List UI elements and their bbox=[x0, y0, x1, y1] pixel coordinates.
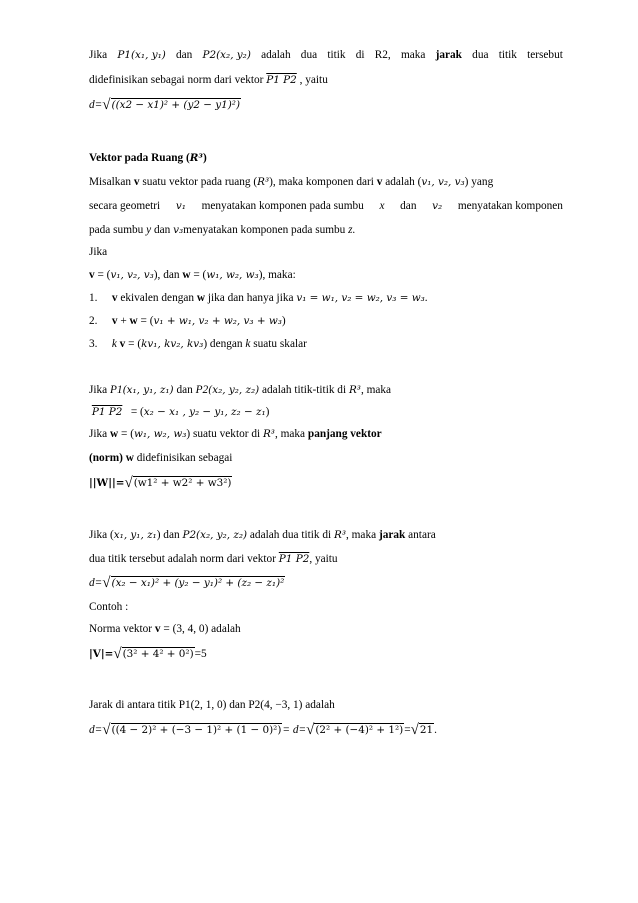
list-item: 1. v ekivalen dengan w jika dan hanya jika v₁ = w₁, v₂ = w₂, v₃ = w₃. bbox=[89, 292, 428, 304]
point-p1: P1(x₁, y₁) bbox=[117, 49, 166, 61]
points-r3-line: Jika P1(x₁, y₁, z₁) dan P2(x₂, y₂, z₂) adalah titik-titik di R³, maka bbox=[89, 384, 392, 396]
sqrt-icon: √ bbox=[102, 575, 111, 591]
vw-definition: v = (v₁, v₂, v₃), dan w = (w₁, w₂, w₃), maka: bbox=[89, 269, 296, 281]
term-jarak: jarak bbox=[435, 49, 462, 61]
r2-definition-line-2: didefinisikan sebagai norm dari vektor P1 P2 , yaitu bbox=[89, 74, 328, 86]
norma-example-line: Norma vektor v = (3, 4, 0) adalah bbox=[89, 623, 241, 635]
norm-formula: ||W||=√(w1² + w2² + w3²) bbox=[89, 475, 232, 491]
r2-distance-formula: d=√((x2 − x1)² + (y2 − y1)²) bbox=[89, 97, 241, 113]
jika-line: Jika bbox=[89, 246, 108, 258]
sqrt-icon: √ bbox=[410, 722, 419, 738]
sqrt-icon: √ bbox=[102, 722, 111, 738]
point-p2: P2(x₂, y₂) bbox=[202, 49, 251, 61]
intro-line-2: secara geometri v₁ menyatakan komponen pada sumbu x dan v₂ menyatakan komponen bbox=[89, 200, 563, 212]
norma-example-formula: |V|=√(3² + 4² + 0²)=5 bbox=[89, 646, 207, 662]
contoh-label: Contoh : bbox=[89, 601, 129, 613]
sqrt-icon: √ bbox=[124, 475, 133, 491]
jarak-r3-line-2: dua titik tersebut adalah norm dari vektor P1 P2, yaitu bbox=[89, 553, 338, 565]
vector-p1p2: P1 P2 bbox=[266, 74, 297, 86]
list-item: 3. k v = (kv₁, kv₂, kv₃) dengan k suatu skalar bbox=[89, 338, 307, 350]
vector-p1p2: P1 P2 bbox=[278, 553, 310, 565]
intro-line-1: Misalkan v suatu vektor pada ruang (R³), maka komponen dari v adalah (v₁, v₂, v₃) yang bbox=[89, 176, 494, 188]
vector-p1p2: P1 P2 bbox=[91, 406, 123, 418]
jarak-r3-formula: d=√(x₂ − x₁)² + (y₂ − y₁)² + (z₂ − z₁)² bbox=[89, 575, 285, 591]
jarak-r3-line-1: Jika (x₁, y₁, z₁) dan P2(x₂, y₂, z₂) adalah dua titik di R³, maka jarak antara bbox=[89, 529, 436, 541]
jarak-example-line: Jarak di antara titik P1(2, 1, 0) dan P2(4, −3, 1) adalah bbox=[89, 699, 335, 711]
r2-definition-line-1: Jika P1(x₁, y₁) dan P2(x₂, y₂) adalah dua titik di R2, maka jarak dua titik tersebut bbox=[89, 49, 563, 61]
norm-definition-line: (norm) w didefinisikan sebagai bbox=[89, 452, 233, 464]
sqrt-icon: √ bbox=[102, 97, 111, 113]
vector-components-line: P1 P2 = (x₂ − x₁ , y₂ − y₁, z₂ − z₁) bbox=[91, 406, 270, 418]
sqrt-icon: √ bbox=[113, 646, 122, 662]
intro-line-3: pada sumbu y dan v₃menyatakan komponen pada sumbu z. bbox=[89, 224, 356, 236]
sqrt-icon: √ bbox=[306, 722, 315, 738]
term-panjang-vektor: panjang vektor bbox=[307, 428, 382, 440]
section-heading: Vektor pada Ruang (R³) bbox=[89, 152, 207, 164]
w-vector-line: Jika w = (w₁, w₂, w₃) suatu vektor di R³, maka panjang vektor bbox=[89, 428, 382, 440]
list-item: 2. v + w = (v₁ + w₁, v₂ + w₂, v₃ + w₃) bbox=[89, 315, 286, 327]
jarak-example-formula: d=√((4 − 2)² + (−3 − 1)² + (1 − 0)²)= d=√(2² + (−4)² + 1²)=√21. bbox=[89, 722, 437, 738]
